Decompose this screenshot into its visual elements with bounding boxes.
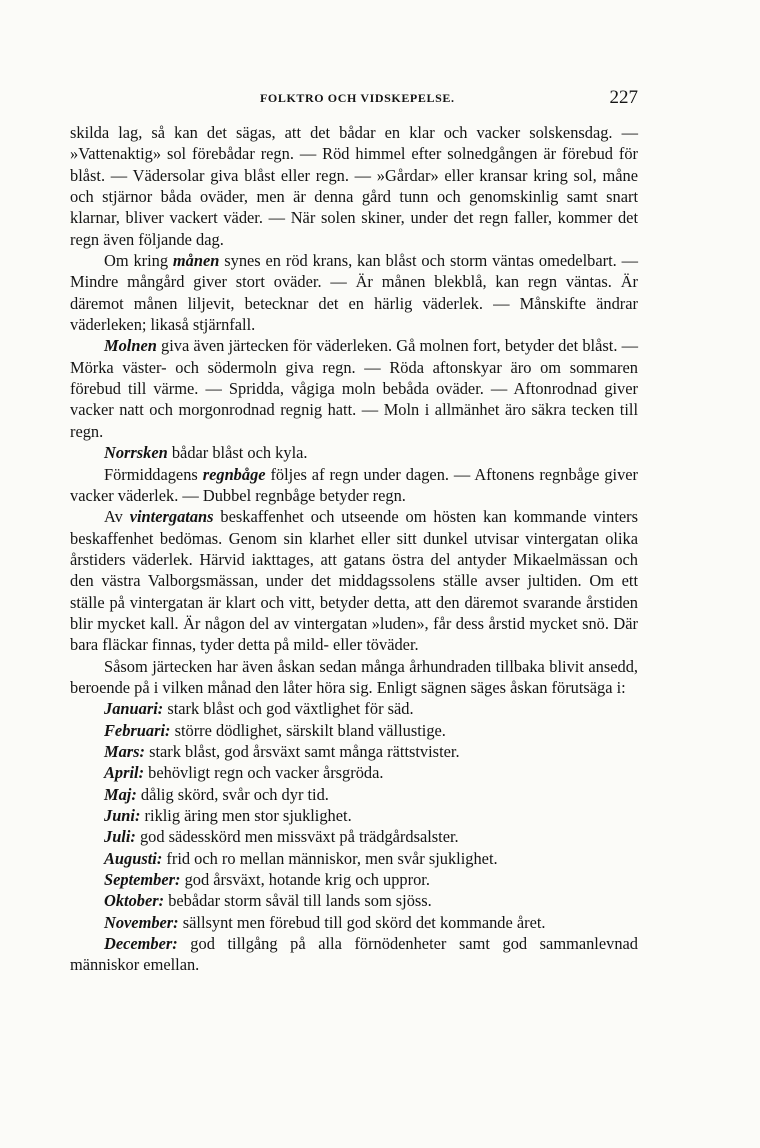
month-entry: September: god årsväxt, hotande krig och uppror. [104, 870, 430, 890]
month-name: Mars: [104, 741, 145, 761]
month-name: December: [104, 934, 178, 954]
running-title: FOLKTRO OCH VIDSKEPELSE. [260, 91, 455, 105]
keyword-milky-way: vintergatans [129, 507, 214, 527]
month-entry: Januari: stark blåst och god växtlighet för säd. [104, 699, 414, 719]
paragraph-moon: Om kring månen synes en röd krans, kan blåst och storm väntas omedelbart. — Mindre mångård giver stort oväder. — Är månen blekblå, kan regn väntas. Är däremot månen liljevit, betecknar det en härlig väderlek. — Månskifte ändrar väderleken; likaså stjärnfall. [70, 251, 638, 335]
month-list [70, 698, 638, 975]
month-name: Maj: [104, 784, 137, 804]
month-name: Oktober: [104, 891, 165, 911]
month-entry: Maj: dålig skörd, svår och dyr tid. [104, 784, 329, 804]
month-entry: Juni: riklig äring men stor sjuklighet. [104, 806, 352, 825]
page-header [70, 89, 638, 111]
month-entry: Oktober: bebådar storm såväl till lands som sjöss. [104, 891, 432, 911]
paragraph-rainbow: Förmiddagens regnbåge följes af regn under dagen. — Aftonens regnbåge giver vacker väderlek. — Dubbel regnbåge betyder regn. [70, 464, 638, 505]
paragraph-aurora: Norrsken bådar blåst och kyla. [104, 443, 308, 463]
month-entry: April: behövligt regn och vacker årsgröda. [104, 763, 384, 783]
page-number: 227 [609, 87, 638, 108]
month-entry: December: god tillgång på alla förnödenheter samt god sammanlevnad människor emellan. [70, 934, 638, 975]
keyword-clouds: Molnen [104, 336, 157, 356]
month-entry: Augusti: frid och ro mellan människor, men svår sjuklighet. [104, 848, 498, 868]
body-text [70, 122, 638, 976]
keyword-rainbow: regnbåge [202, 464, 266, 484]
month-entry: November: sällsynt men förebud till god skörd det kommande året. [104, 912, 546, 932]
month-name: September: [104, 870, 181, 890]
month-name: Augusti: [104, 848, 163, 868]
month-entry: Februari: större dödlighet, särskilt bland vällustige. [104, 720, 446, 740]
month-entry: Juli: god sädesskörd men missväxt på trädgårdsalster. [104, 827, 459, 847]
month-name: Juni: [104, 806, 141, 825]
month-name: Juli: [104, 827, 136, 847]
month-name: April: [104, 763, 145, 783]
month-name: Januari: [104, 699, 164, 719]
keyword-aurora: Norrsken [104, 443, 168, 463]
paragraph-clouds: Molnen giva även järtecken för väderleken. Gå molnen fort, betyder det blåst. — Mörka väster- och södermoln giva regn. — Röda aftonskyar äro om sommaren förebud till värme. — Spridda, vågiga moln bebåda oväder. — Aftonrodnad giver vacker natt och morgonrodnad regnig hatt. — Moln i allmänhet äro säkra tecken till regn. [70, 336, 638, 441]
paragraph-continuation: skilda lag, så kan det sägas, att det bådar en klar och vacker solskensdag. — »Vattenaktig» sol förebådar regn. — Röd himmel efter solnedgången är förebud för blåst. — Vädersolar giva blåst eller regn. — »Gårdar» eller kransar kring sol, måne och stjärnor båda oväder, men är denna gård tunn och genomskinlig samt snart klarnar, bliver vackert väder. — När solen skiner, under det regn faller, kommer det regn även följande dag. [70, 123, 638, 249]
paragraph-milky-way: Av vintergatans beskaffenhet och utseende om hösten kan kommande vinters beskaffenhet bedömas. Genom sin klarhet eller sitt dunkel utvisar vintergatan olika årstiders väderlek. Härvid iakttages, att gatans östra del antyder Mikaelmässan och den västra Valborgsmässan, under det middagssolens ställe avser jultiden. Om ett ställe på vintergatan är klart och vitt, betyder detta, att den däremot svarande årstiden blir mycket kall. Är någon del av vintergatan »luden», får dess årstid mycket snö. Där bara fläckar finnas, tyder detta på mild- eller töväder. [70, 507, 638, 655]
month-entry: Mars: stark blåst, god årsväxt samt många rättstvister. [104, 741, 460, 761]
month-name: Februari: [104, 720, 171, 740]
month-name: November: [104, 912, 179, 932]
paragraph-thunder: Såsom järtecken har även åskan sedan många århundraden tillbaka blivit ansedd, beroende på i vilken månad den låter höra sig. Enligt sägnen säges åskan förutsäga i: [70, 656, 638, 697]
keyword-moon: månen [172, 251, 220, 271]
